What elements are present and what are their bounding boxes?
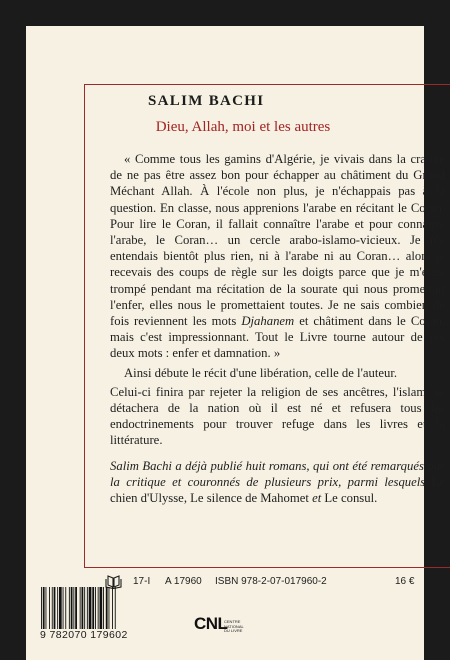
cnl-logo bbox=[194, 614, 264, 644]
barcode-bar bbox=[89, 587, 92, 629]
author-name: SALIM BACHI bbox=[148, 93, 265, 109]
barcode-bar bbox=[84, 587, 85, 629]
book-reference: Le consul bbox=[324, 491, 375, 506]
barcode-bar bbox=[71, 587, 73, 629]
barcode-bar bbox=[100, 587, 103, 629]
barcode-bar bbox=[43, 587, 45, 629]
cnl-caption: CENTRE NATIONAL DU LIVRE bbox=[224, 619, 244, 634]
barcode bbox=[40, 587, 144, 629]
italic-word: Djahanem bbox=[241, 314, 295, 329]
barcode-bar bbox=[103, 587, 104, 629]
intro-sentence: Ainsi débute le récit d'une libération, celle de l'auteur. bbox=[124, 365, 398, 380]
price: 16 € bbox=[395, 576, 415, 587]
barcode-bar bbox=[57, 587, 58, 629]
quote-paragraph: « Comme tous les gamins d'Algérie, je vivais dans la crainte de ne pas être assez bon pour échapper au châtiment du Grand Méchant Allah. À l'école non plus, je n'échappais pas à la question. En classe, nous apprenions l'arabe en récitant le Coran. Pour lire le Coran, il fallait connaître l'arabe et pour connaître l'arabe, le Coran… un cercle arabo-islamo-vicieux. Je n'y entendais bientôt plus rien, ni à l'arabe ni au Coran… alors je recevais des coups de règle sur les doigts parce que je m'étais trompé pendant ma récitation de la sourate qui nous promettait l'enfer, elles nous le promettaient toutes. Je ne sais combien de fois reviennent les mots Djahanem et châtiment dans le Coran, mais c'est impressionnant. Tout le Livre tourne autour de ces deux mots : enfer et damnation. » bbox=[110, 152, 445, 361]
barcode-bar bbox=[112, 587, 113, 629]
barcode-bar bbox=[87, 587, 88, 629]
barcode-bar bbox=[82, 587, 84, 629]
summary-paragraph: Celui-ci finira par rejeter la religion de ses ancêtres, l'islam, se détachera de la nation où il est né et refusera tous les endoctrinements pour trouver refuge dans les livres et la littérature. bbox=[110, 384, 445, 448]
barcode-bar bbox=[63, 587, 64, 629]
barcode-bar bbox=[69, 587, 70, 629]
catalog-code: 17-I bbox=[133, 576, 151, 587]
article-code: A 17960 bbox=[165, 576, 202, 587]
barcode-bar bbox=[95, 587, 96, 629]
blurb-text bbox=[110, 151, 445, 509]
barcode-bar bbox=[115, 587, 116, 629]
barcode-bar bbox=[80, 587, 81, 629]
barcode-bar bbox=[106, 587, 108, 629]
barcode-bar bbox=[65, 587, 66, 629]
author-bio: Salim Bachi a déjà publié huit romans, qui ont été remarqués par la critique et couronnés de plusieurs prix, parmi lesquels Le chien d'Ulysse, Le silence de Mahomet et Le consul. bbox=[110, 458, 445, 506]
barcode-number: 9 782070 179602 bbox=[40, 629, 128, 641]
barcode-bar bbox=[98, 587, 99, 629]
book-title: Dieu, Allah, moi et les autres bbox=[155, 119, 331, 135]
publication-info bbox=[105, 574, 435, 590]
barcode-bar bbox=[73, 587, 74, 629]
isbn: ISBN 978-2-07-017960-2 bbox=[215, 576, 327, 587]
barcode-bar bbox=[49, 587, 50, 629]
book-reference: Le silence de Mahomet bbox=[190, 491, 309, 506]
book-reference: Le chien d'Ulysse bbox=[110, 474, 445, 506]
barcode-area bbox=[40, 587, 150, 643]
barcode-bar bbox=[52, 587, 53, 629]
barcode-bar bbox=[92, 587, 94, 629]
cnl-mark: CNL bbox=[194, 614, 228, 633]
barcode-bar bbox=[75, 587, 77, 629]
barcode-bar bbox=[54, 587, 56, 629]
barcode-bar bbox=[109, 587, 110, 629]
barcode-bar bbox=[46, 587, 47, 629]
barcode-bar bbox=[59, 587, 62, 629]
barcode-bar bbox=[41, 587, 42, 629]
